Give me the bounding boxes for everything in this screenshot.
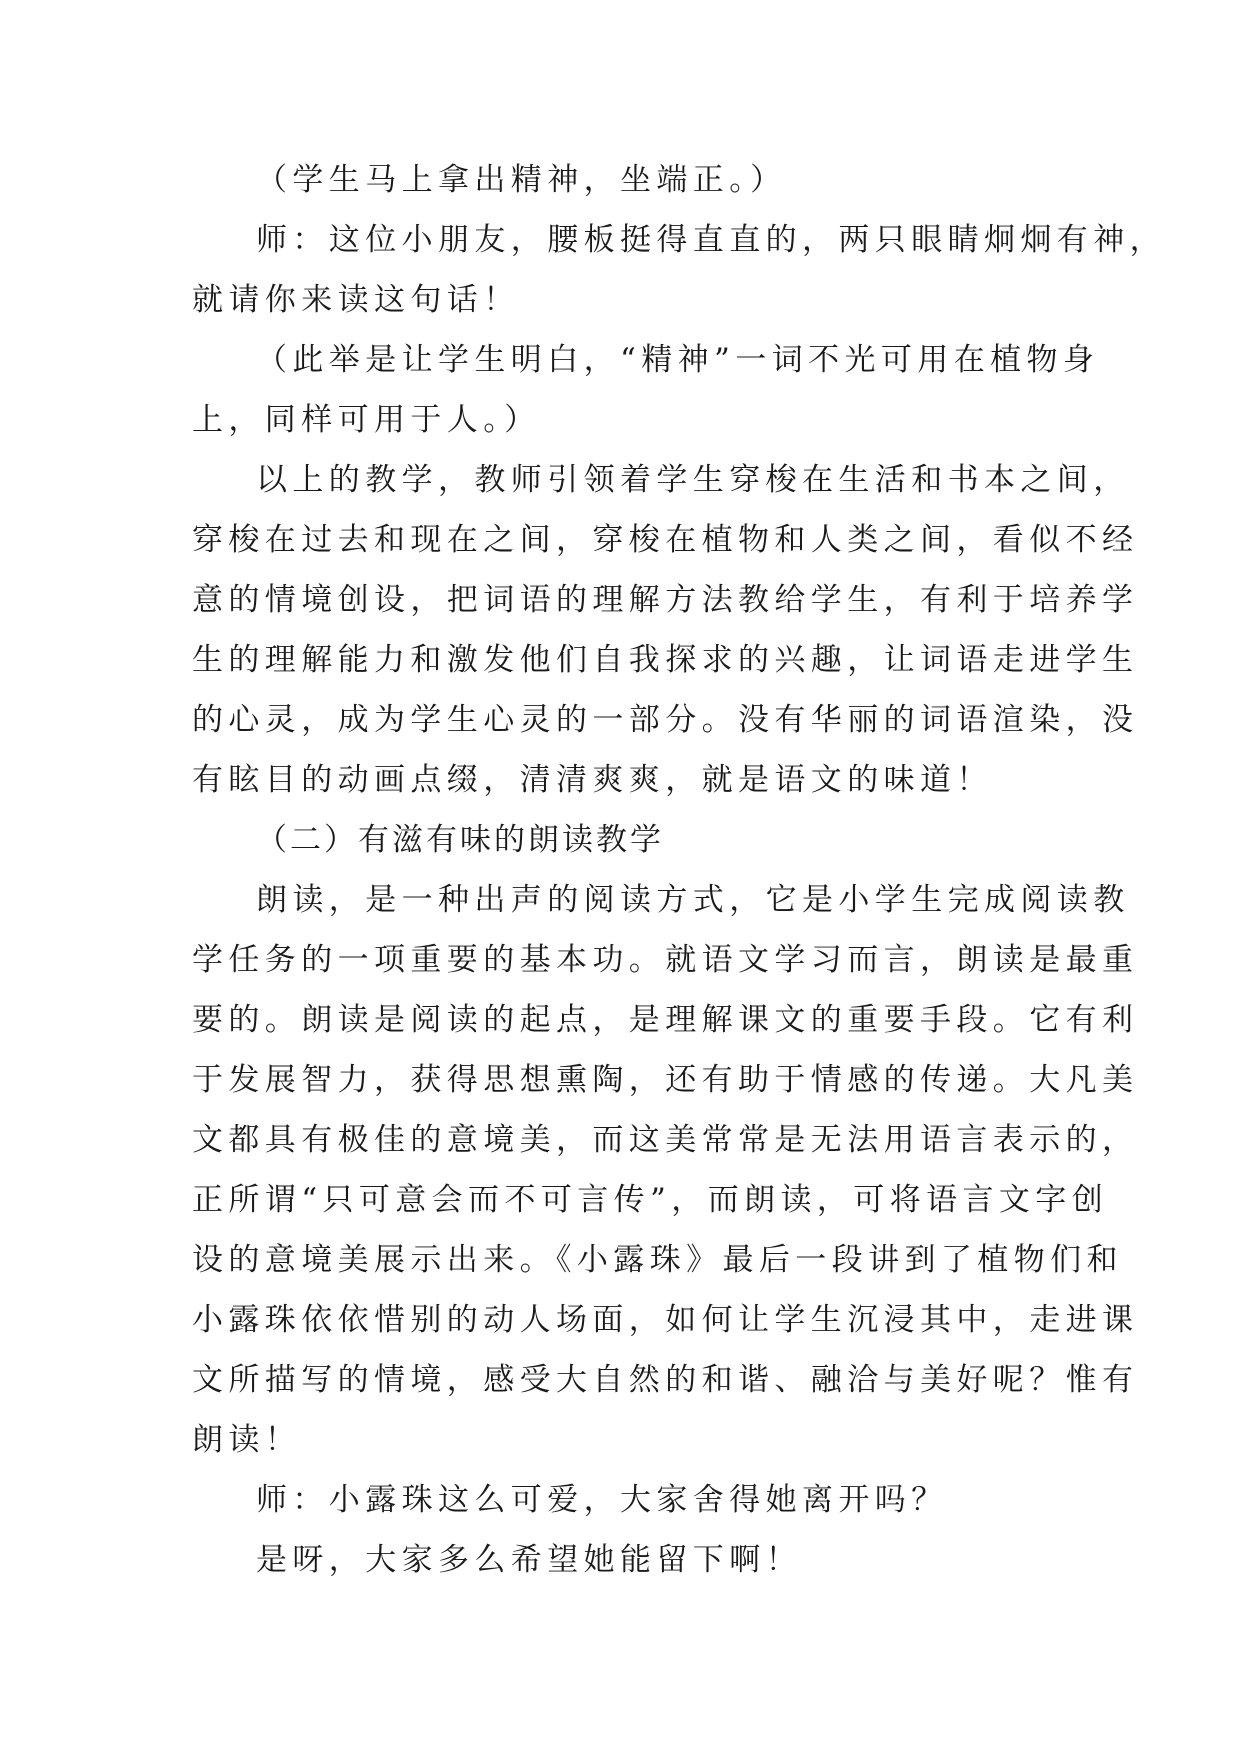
text-line: 上，同样可用于人。） (192, 402, 541, 438)
text-line: 要的。朗读是阅读的起点，是理解课文的重要手段。它有利 (192, 1002, 1139, 1038)
text-line: 正所谓“只可意会而不可言传”，而朗读，可将语言文字创 (192, 1182, 1109, 1218)
text-line: 有眩目的动画点缀，清清爽爽，就是语文的味道！ (192, 762, 993, 798)
text-line: （学生马上拿出精神，坐端正。） (256, 162, 787, 198)
text-line: 就请你来读这句话！ (192, 282, 520, 318)
text-line: 穿梭在过去和现在之间，穿梭在植物和人类之间，看似不经 (192, 522, 1139, 558)
text-line: 师：这位小朋友，腰板挺得直直的，两只眼睛炯炯有神， (256, 222, 1166, 258)
text-line: 的心灵，成为学生心灵的一部分。没有华丽的词语渲染，没 (192, 702, 1139, 738)
section-heading: （二）有滋有味的朗读教学 (256, 822, 664, 858)
text-line: 朗读！ (192, 1422, 302, 1458)
text-line: 学任务的一项重要的基本功。就语文学习而言，朗读是最重 (192, 942, 1139, 978)
text-line: 朗读，是一种出声的阅读方式，它是小学生完成阅读教 (256, 882, 1130, 918)
text-line: 生的理解能力和激发他们自我探求的兴趣，让词语走进学生 (192, 642, 1139, 678)
text-line: 于发展智力，获得思想熏陶，还有助于情感的传递。大凡美 (192, 1062, 1139, 1098)
text-line: 设的意境美展示出来。《小露珠》最后一段讲到了植物们和 (192, 1242, 1123, 1278)
text-line: 文都具有极佳的意境美，而这美常常是无法用语言表示的， (192, 1122, 1139, 1158)
text-line: 以上的教学，教师引领着学生穿梭在生活和书本之间， (256, 462, 1130, 498)
text-line: 小露珠依依惜别的动人场面，如何让学生沉浸其中，走进课 (192, 1302, 1139, 1338)
body-text (192, 150, 1166, 1590)
text-line: 是呀，大家多么希望她能留下啊！ (256, 1542, 802, 1578)
text-line: （此举是让学生明白，“精神”一词不光可用在植物身 (256, 342, 1100, 378)
text-line: 文所描写的情境，感受大自然的和谐、融洽与美好呢？惟有 (192, 1362, 1139, 1398)
text-line: 师：小露珠这么可爱，大家舍得她离开吗？ (256, 1482, 948, 1518)
text-line: 意的情境创设，把词语的理解方法教给学生，有利于培养学 (192, 582, 1139, 618)
